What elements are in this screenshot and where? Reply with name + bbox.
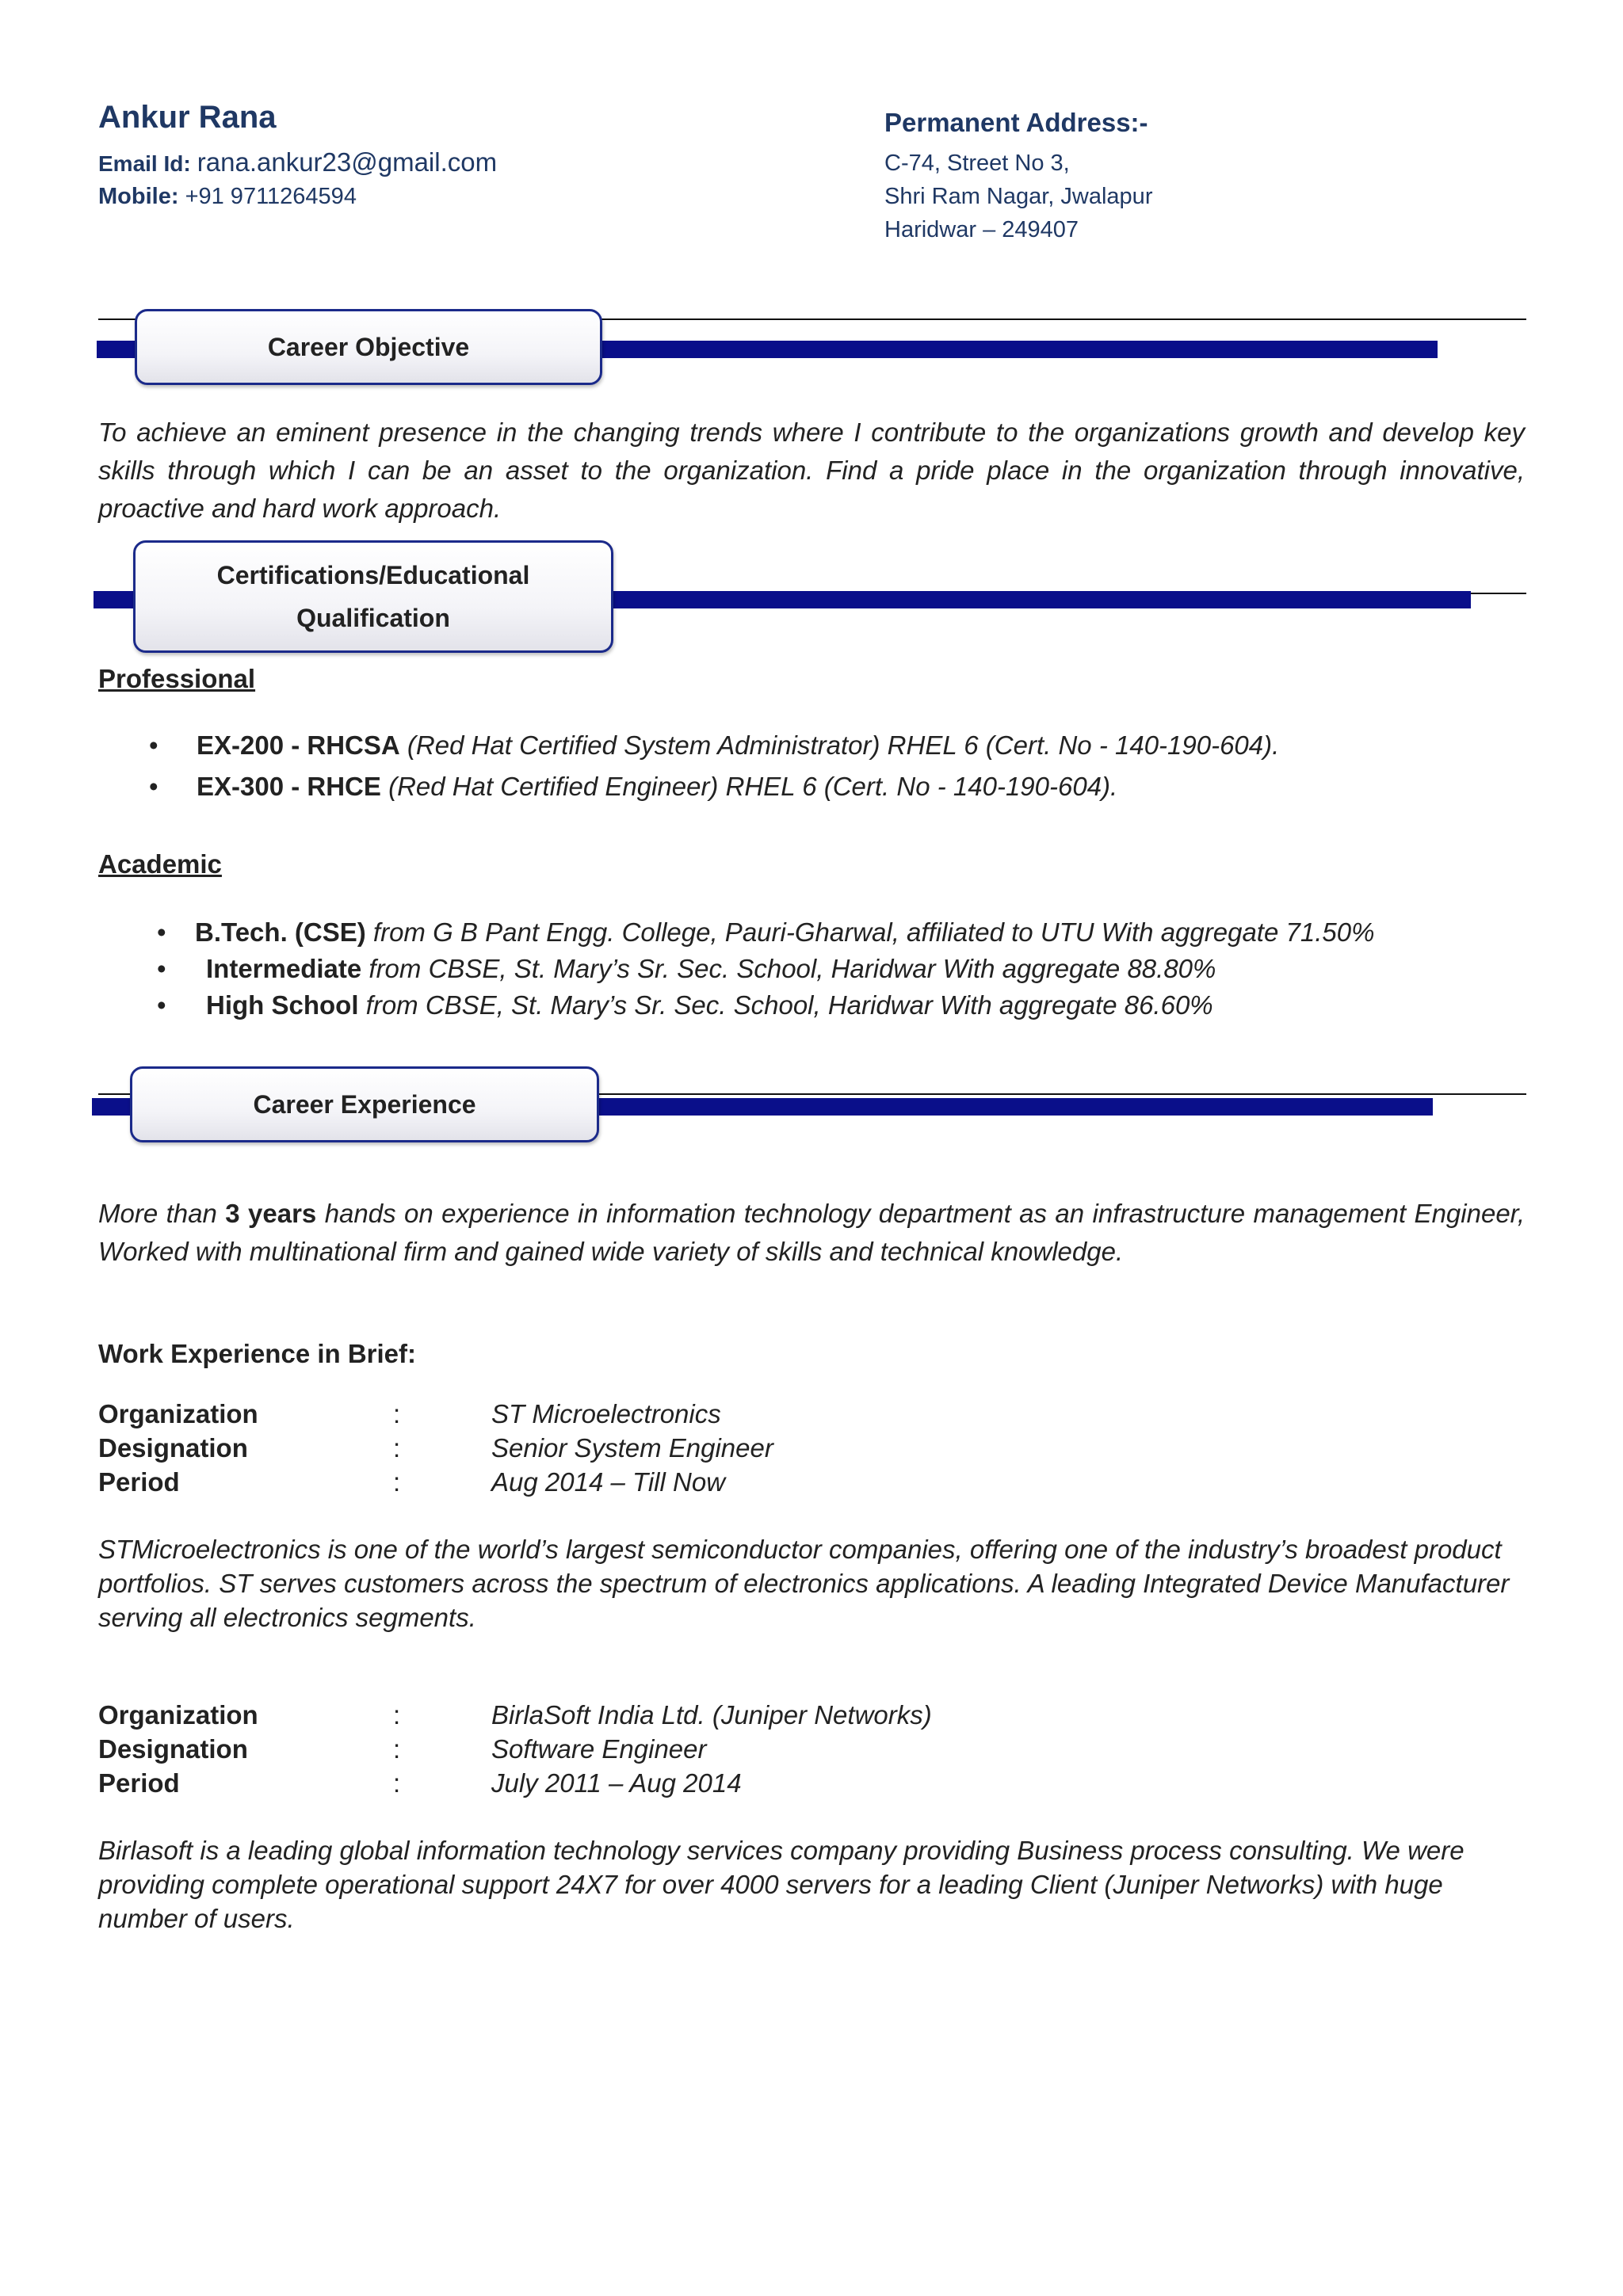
degree-name: High School bbox=[206, 990, 359, 1020]
colon: : bbox=[393, 1734, 401, 1764]
bullet-icon: • bbox=[149, 772, 158, 801]
address-line-1: C-74, Street No 3, bbox=[884, 151, 1070, 176]
job-organization-row bbox=[98, 1399, 1049, 1434]
career-experience-intro bbox=[98, 1195, 1525, 1271]
job-description: STMicroelectronics is one of the world’s largest semiconductor companies, offering one of the industry’s broadest product portfolios. ST serves customers across the spectrum of electronics applications. A leading Integrated Device Manufacturer serving all electronics segments. bbox=[98, 1535, 1510, 1632]
intro-text: More than bbox=[98, 1199, 226, 1228]
field-value: BirlaSoft India Ltd. (Juniper Networks) bbox=[491, 1700, 932, 1730]
cert-name: EX-300 - RHCE bbox=[197, 772, 381, 801]
degree-detail: from G B Pant Engg. College, Pauri-Gharwal, affiliated to UTU With aggregate 71.50% bbox=[365, 917, 1375, 947]
field-value: July 2011 – Aug 2014 bbox=[491, 1768, 742, 1798]
list-item bbox=[149, 772, 1118, 802]
colon: : bbox=[393, 1768, 401, 1798]
list-item bbox=[149, 730, 1280, 761]
field-label: Designation bbox=[98, 1433, 248, 1463]
colon: : bbox=[393, 1467, 401, 1497]
field-label: Designation bbox=[98, 1734, 248, 1764]
list-item bbox=[157, 917, 1375, 948]
degree-detail: from CBSE, St. Mary’s Sr. Sec. School, Haridwar With aggregate 86.60% bbox=[358, 990, 1213, 1020]
candidate-name: Ankur Rana bbox=[98, 100, 277, 135]
job-designation-row bbox=[98, 1433, 1049, 1468]
mobile-label: Mobile: bbox=[98, 184, 179, 209]
job-description: Birlasoft is a leading global information technology services company providing Business process consulting. We were providing complete operational support 24X7 for over 4000 servers for a leading Client (Juniper Networks) with huge number of users. bbox=[98, 1836, 1465, 1933]
email-line bbox=[98, 147, 497, 177]
field-value: Aug 2014 – Till Now bbox=[491, 1467, 726, 1497]
career-objective-text: To achieve an eminent presence in the changing trends where I contribute to the organizations growth and develop key skills through which I can be an asset to the organization. Find a pride place in the organization through innovative, proactive and hard work approach. bbox=[98, 418, 1525, 523]
section-header-career-objective bbox=[135, 309, 602, 385]
work-brief-heading: Work Experience in Brief: bbox=[98, 1339, 417, 1368]
section-title-line-1: Certifications/Educational bbox=[216, 561, 530, 589]
email-value: rana.ankur23@gmail.com bbox=[197, 147, 498, 177]
field-label: Period bbox=[98, 1768, 180, 1798]
intro-years: 3 years bbox=[225, 1199, 317, 1228]
mobile-value: +91 9711264594 bbox=[185, 184, 357, 209]
field-label: Organization bbox=[98, 1399, 258, 1428]
cert-detail: (Red Hat Certified System Administrator) RHEL 6 (Cert. No - 140-190-604). bbox=[399, 730, 1280, 760]
academic-heading: Academic bbox=[98, 849, 222, 879]
intro-text: hands on experience in information technology department as an infrastructure management Engineer, Worked with multinational firm and gained wide variety of skills and technical knowledge. bbox=[98, 1199, 1526, 1266]
job-designation-row bbox=[98, 1734, 1049, 1769]
address-line-3: Haridwar – 249407 bbox=[884, 217, 1079, 242]
cert-detail: (Red Hat Certified Engineer) RHEL 6 (Cert. No - 140-190-604). bbox=[380, 772, 1118, 801]
section-title-line-2: Qualification bbox=[296, 604, 450, 632]
address-line-2: Shri Ram Nagar, Jwalapur bbox=[884, 184, 1153, 209]
field-label: Organization bbox=[98, 1700, 258, 1730]
list-item bbox=[157, 990, 1213, 1020]
bullet-icon: • bbox=[149, 730, 158, 760]
field-value: Senior System Engineer bbox=[491, 1433, 773, 1463]
bullet-icon: • bbox=[157, 954, 166, 983]
list-item bbox=[157, 954, 1216, 984]
job-organization-row bbox=[98, 1700, 1049, 1735]
degree-name: B.Tech. (CSE) bbox=[195, 917, 366, 947]
colon: : bbox=[393, 1399, 401, 1428]
field-value: ST Microelectronics bbox=[491, 1399, 721, 1428]
professional-heading: Professional bbox=[98, 664, 256, 693]
colon: : bbox=[393, 1433, 401, 1463]
job-period-row bbox=[98, 1467, 1049, 1502]
field-value: Software Engineer bbox=[491, 1734, 707, 1764]
degree-detail: from CBSE, St. Mary’s Sr. Sec. School, Haridwar With aggregate 88.80% bbox=[361, 954, 1216, 983]
email-label: Email Id: bbox=[98, 151, 191, 176]
colon: : bbox=[393, 1700, 401, 1730]
degree-name: Intermediate bbox=[206, 954, 362, 983]
mobile-line bbox=[98, 184, 357, 210]
section-header-career-experience bbox=[130, 1066, 599, 1142]
job-period-row bbox=[98, 1768, 1049, 1803]
address-title: Permanent Address:- bbox=[884, 108, 1148, 137]
bullet-icon: • bbox=[157, 917, 166, 947]
section-title: Career Experience bbox=[253, 1090, 476, 1119]
section-title: Career Objective bbox=[267, 333, 470, 361]
field-label: Period bbox=[98, 1467, 180, 1497]
cert-name: EX-200 - RHCSA bbox=[197, 730, 400, 760]
bullet-icon: • bbox=[157, 990, 166, 1020]
section-header-certifications bbox=[133, 540, 613, 653]
